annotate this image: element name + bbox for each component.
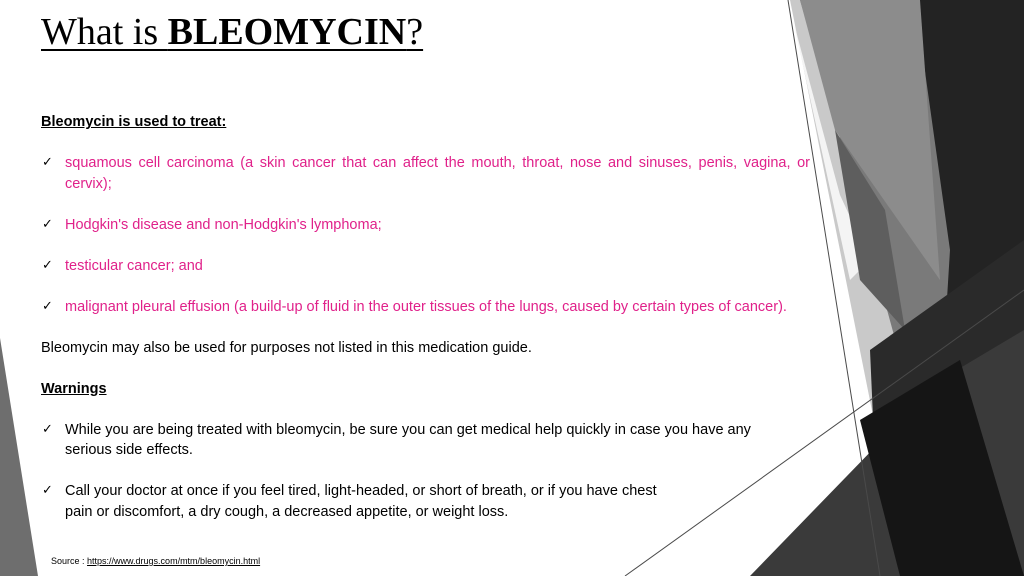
list-item-text: malignant pleural effusion (a build-up of fluid in the outer tissues of the lungs, caused by certain types of cancer). (65, 298, 787, 315)
check-icon: ✓ (42, 216, 53, 232)
decor-shape-left-corner (0, 338, 38, 576)
slide-body (41, 112, 810, 543)
list-item (41, 215, 810, 236)
list-item (41, 297, 810, 318)
list-item (41, 420, 780, 461)
check-icon: ✓ (42, 421, 53, 437)
list-item-text: Call your doctor at once if you feel tired, light-headed, or short of breath, or if you have chest pain or discomfort, a dry cough, a decreased appetite, or weight loss. (65, 483, 657, 520)
source-label: Source : (51, 556, 88, 566)
check-icon: ✓ (42, 257, 53, 273)
title-drug-name: BLEOMYCIN (167, 11, 407, 53)
source-link[interactable]: https://www.drugs.com/mtm/bleomycin.html (87, 556, 261, 566)
warnings-heading: Warnings (41, 380, 107, 397)
uses-note: Bleomycin may also be used for purposes not listed in this medication guide. (41, 339, 532, 356)
check-icon: ✓ (42, 483, 53, 498)
list-item (41, 153, 810, 194)
check-icon: ✓ (42, 155, 53, 170)
list-item (41, 481, 680, 522)
list-item-text: Hodgkin's disease and non-Hodgkin's lymphoma; (65, 216, 382, 233)
title-suffix: ? (406, 11, 424, 53)
page-title (41, 10, 423, 56)
list-item (41, 256, 810, 277)
list-item-text: squamous cell carcinoma (a skin cancer that can affect the mouth, throat, nose and sinuses, penis, vagina, or cervix); (65, 155, 810, 192)
uses-list (41, 153, 810, 317)
check-icon: ✓ (42, 298, 53, 314)
uses-heading: Bleomycin is used to treat: (41, 114, 227, 130)
source-citation (51, 556, 260, 566)
title-prefix: What is (41, 11, 168, 53)
warnings-list (41, 420, 810, 523)
list-item-text: testicular cancer; and (65, 257, 203, 274)
list-item-text: While you are being treated with bleomycin, be sure you can get medical help quickly in case you have any serious side effects. (65, 421, 751, 458)
